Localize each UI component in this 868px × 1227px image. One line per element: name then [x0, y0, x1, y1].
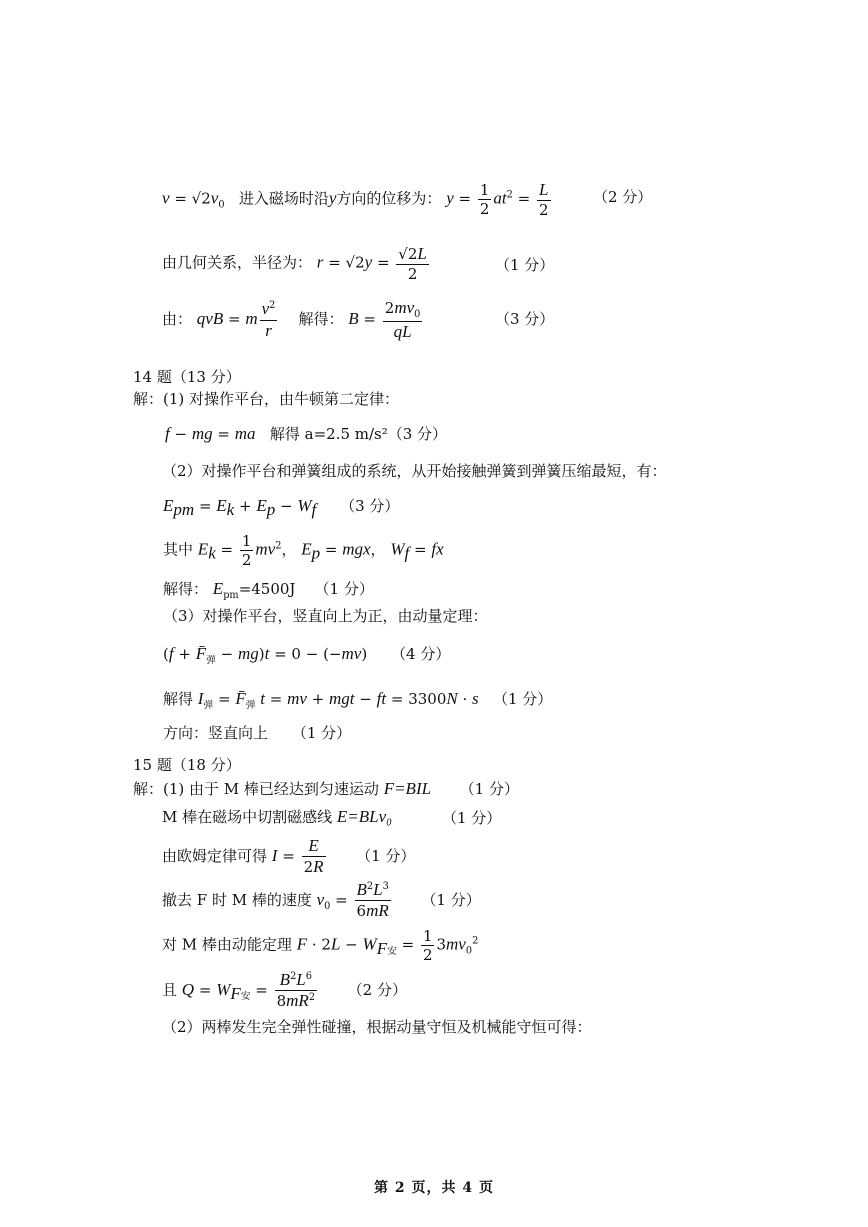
score: （3 分） [495, 310, 555, 328]
line-velocity: $v = √2v_0$ 进入磁场时沿y方向的位移为： y = $\frac{1}{2}$ $at^2$ = $\frac{L}{2}$ [162, 180, 549, 220]
q15-part2: （2）两棒发生完全弹性碰撞，根据动量守恒及机械能守恒可得： [162, 1018, 592, 1036]
score: （1 分） [442, 809, 502, 827]
q14-part3: （3）对操作平台，竖直向上为正，由动量定理： [163, 607, 488, 625]
q15-l5: 对 M 棒由动能定理 $F \cdot 2L - W_{F安}$ = $\frac{1}{2}$ $3mv_0^2$ [162, 927, 479, 964]
line-radius: 由几何关系，半径为： r = √2y = $\frac{√2L}{2}$ [162, 244, 427, 284]
line-magnetic: 由： qvB = m $\frac{v^2}{r}$ 解得： B = $\frac{2mv_0}{qL}$ [162, 298, 421, 341]
q14-intro: 解：(1) 对操作平台，由牛顿第二定律： [133, 390, 400, 408]
q14-eq1: f − mg = ma 解得 a=2.5 m/s²（3 分） [165, 424, 448, 443]
q14-where: 其中 $E_k$ = $\frac{1}{2}$ $mv^2$， $E_p$ = mgx， $W_f$ = fx [163, 532, 444, 569]
q14-impulse: 解得 $I_弹$ = $F̄_弹$ t = mv + mgt − ft = 3300N · s （1 分） [163, 689, 553, 711]
q14-eq3: $(f + F̄_弹 - mg)t = 0 - (-mv)$ （4 分） [163, 644, 451, 666]
page-footer: 第 2 页，共 4 页 [374, 1180, 494, 1196]
q14-epm: 解得： $E_{pm}=4500J$ （1 分） [163, 579, 374, 601]
q14-heading: 14 题（13 分） [133, 368, 241, 386]
q15-intro: 解：(1) 由于 M 棒已经达到匀速运动 F=BIL （1 分） [133, 779, 519, 798]
q15-l4: 撤去 F 时 M 棒的速度 $v_0$ = $\frac{B^2L^3}{6mR}$ （1 分） [162, 880, 481, 921]
q14-part2: （2）对操作平台和弹簧组成的系统，从开始接触弹簧到弹簧压缩最短，有： [162, 462, 667, 480]
q15-l3: 由欧姆定律可得 I = $\frac{E}{2R}$ （1 分） [162, 836, 416, 877]
q15-heading: 15 题（18 分） [133, 756, 241, 774]
q15-l2: M 棒在磁场中切割磁感线 E=BLv₀ [162, 807, 393, 826]
score: （1 分） [495, 256, 555, 274]
q15-l6: 且 $Q = W_{F安}$ = $\frac{B^2L^6}{8mR^2}$ （2 分） [162, 970, 407, 1011]
score: （2 分） [593, 188, 653, 206]
q14-eq2: $E_{pm} = E_k + E_p - W_f$ （3 分） [163, 496, 400, 519]
q14-direction: 方向：竖直向上 （1 分） [163, 724, 352, 742]
